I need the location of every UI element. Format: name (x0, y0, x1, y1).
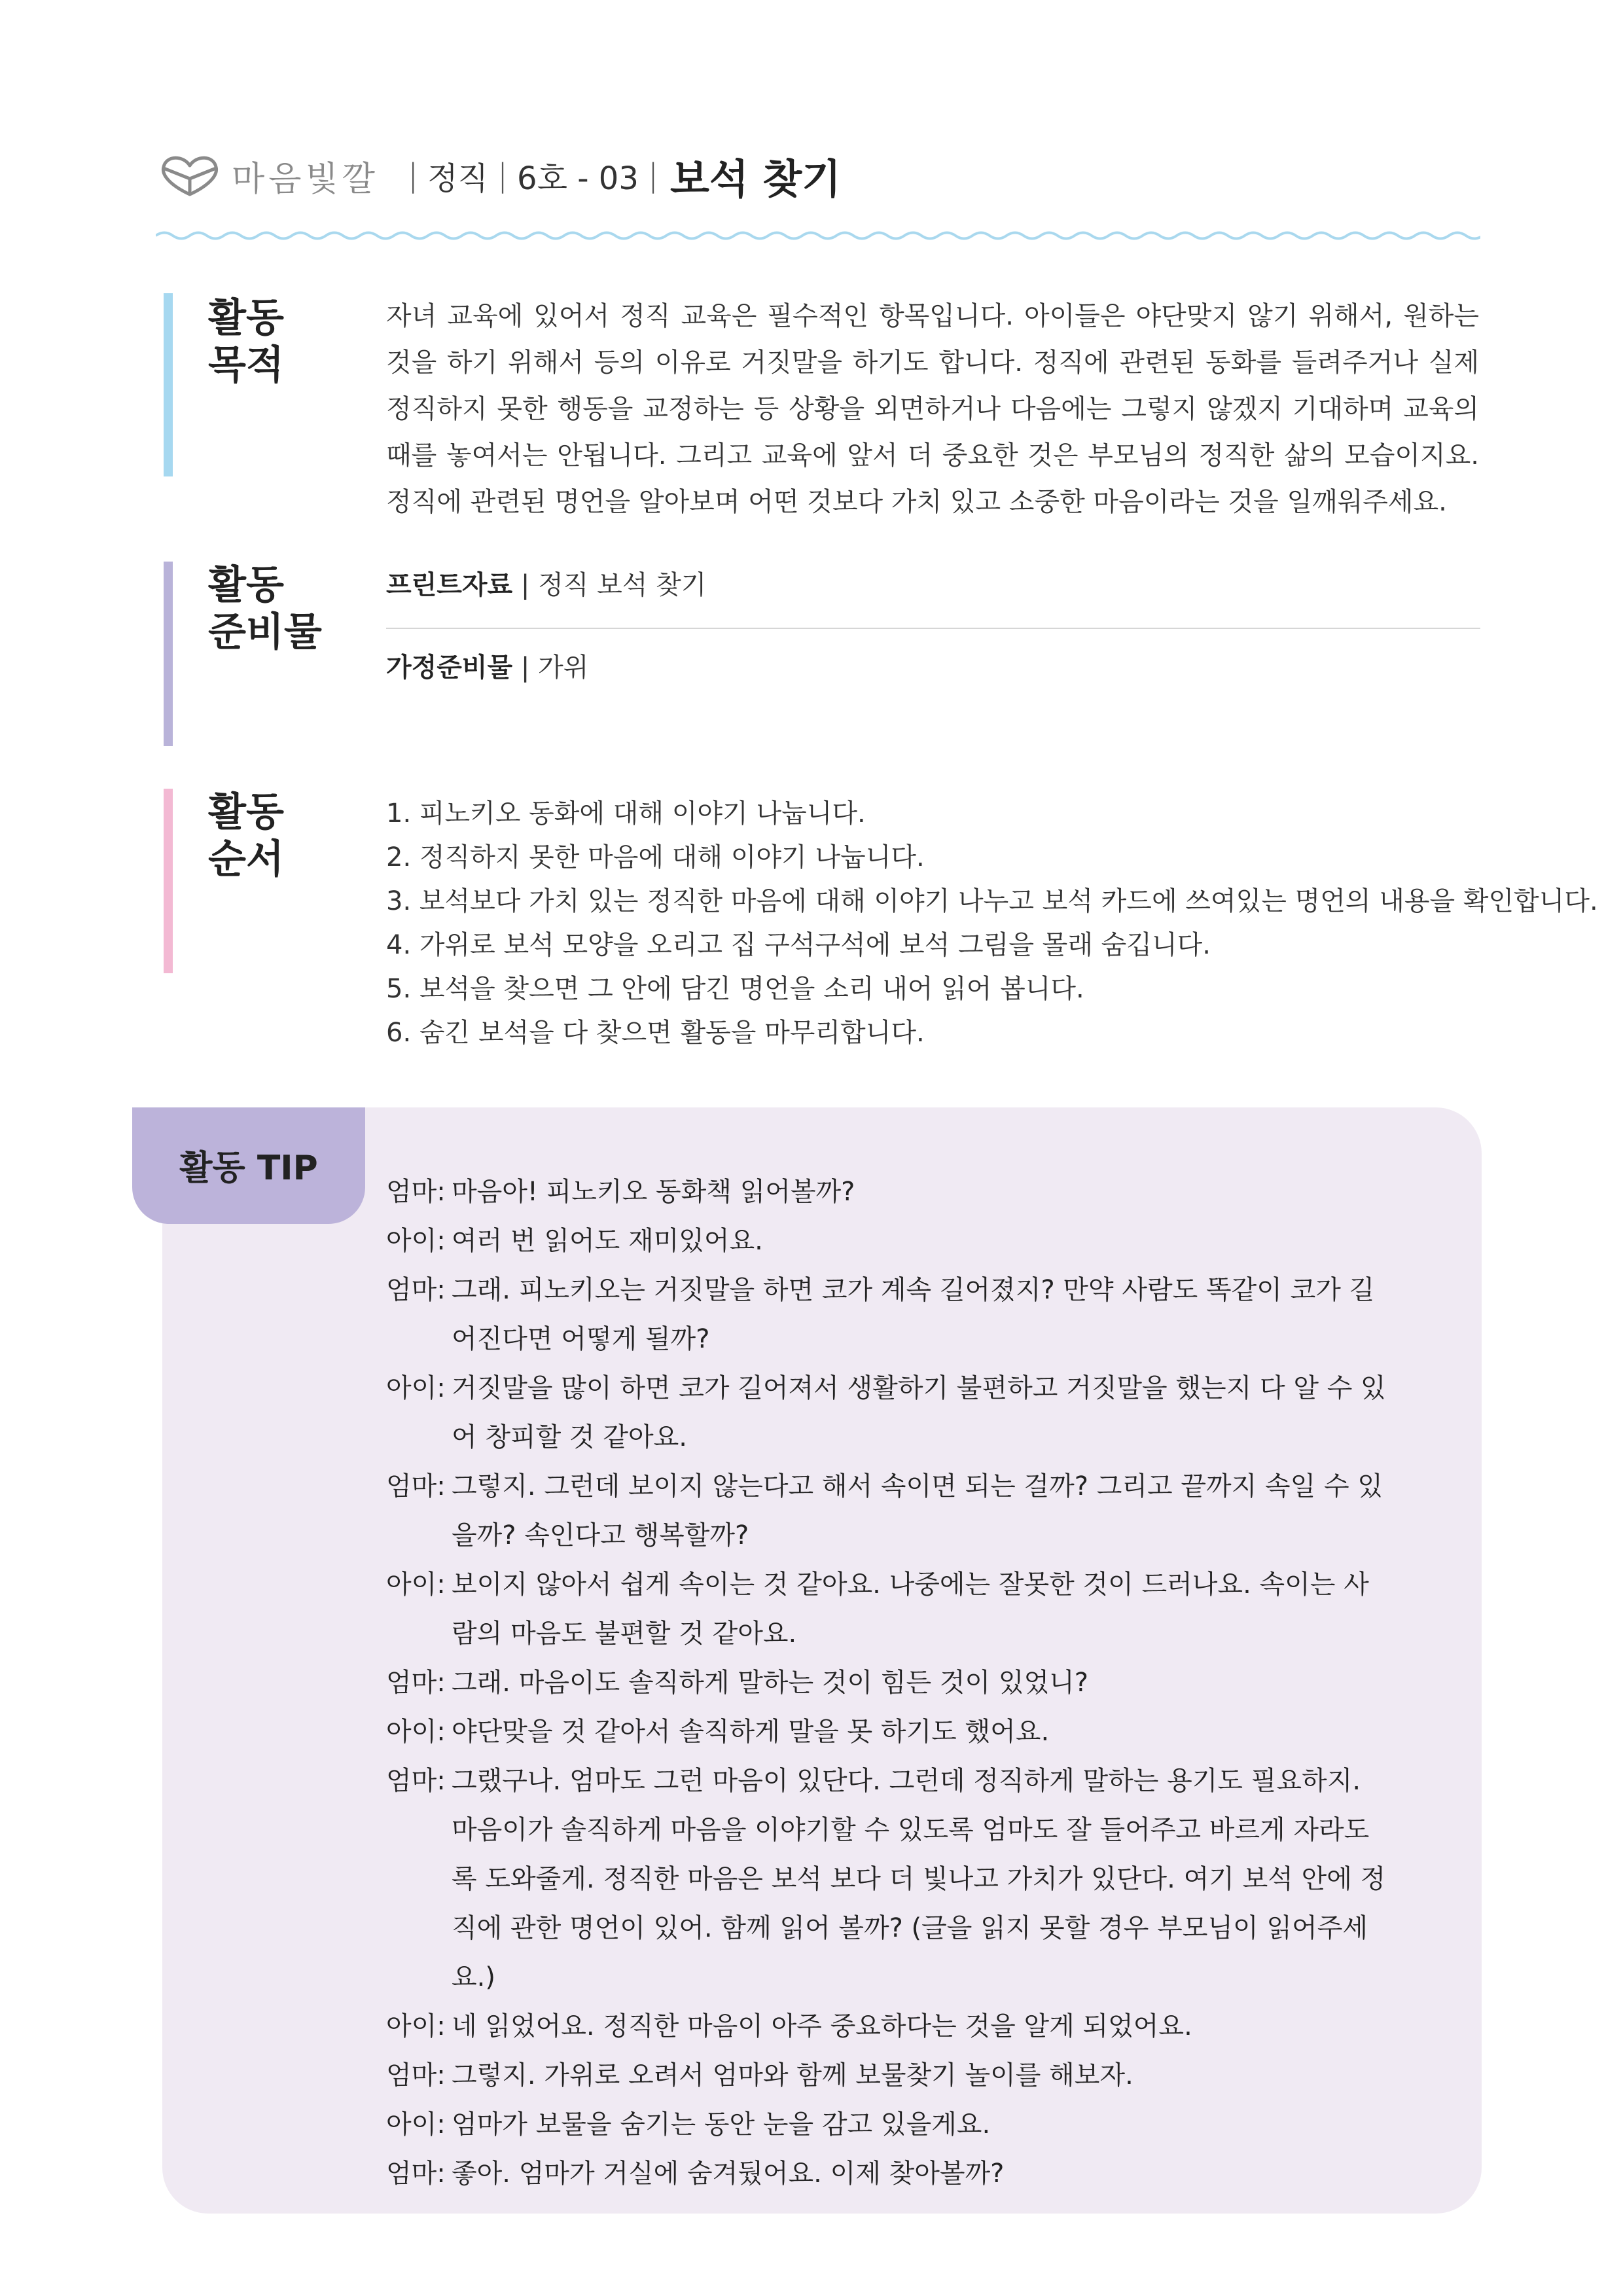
dialogue-line (386, 1217, 1394, 1266)
brand-name: 마음빛깔 (232, 159, 379, 199)
prep-heading (208, 562, 322, 656)
speaker-label: 아이: (386, 2011, 446, 2041)
utterance-text: 마음아! 피노키오 동화책 읽어볼까? (452, 1177, 855, 1207)
step-item: 3. 보석보다 가치 있는 정직한 마음에 대해 이야기 나누고 보석 카드에 쓰여있는 명언의 내용을 확인합니다. (386, 886, 1598, 916)
dialogue-line (386, 1560, 1394, 1659)
print-material-separator: | (520, 570, 530, 600)
speaker-label: 아이: (386, 2109, 446, 2140)
speaker-label: 엄마: (386, 1766, 446, 1796)
print-material-value: 정직 보석 찾기 (538, 570, 707, 600)
dialogue-line (386, 2100, 1394, 2149)
step-item: 2. 정직하지 못한 마음에 대해 이야기 나눕니다. (386, 842, 925, 872)
dialogue-line (386, 1757, 1394, 2002)
purpose-bar (164, 293, 173, 476)
utterance-text: 그랬구나. 엄마도 그런 마음이 있단다. 그런데 정직하게 말하는 용기도 필요하지. 마음이가 솔직하게 마음을 이야기할 수 있도록 엄마도 잘 들어주고 바르게 자라도록 도와줄게. 정직한 마음은 보석 보다 더 빛나고 가치가 있단다. 여기 보석 안에 정직에 관한 명언이 있어. 함께 읽어 볼까? (글을 읽지 못할 경우 부모님이 읽어주세요.) (452, 1766, 1386, 1992)
utterance-text: 여러 번 읽어도 재미있어요. (452, 1226, 763, 1256)
dialogue-line (386, 1364, 1394, 1462)
step-item: 6. 숨긴 보석을 다 찾으면 활동을 마무리합니다. (386, 1018, 925, 1048)
heart-box-logo-icon (157, 152, 223, 198)
category-label: 정직 (427, 160, 488, 197)
purpose-heading-line2: 목적 (208, 342, 284, 388)
dialogue-line (386, 1266, 1394, 1364)
dialogue-list (386, 1168, 1394, 2198)
order-heading-line2: 순서 (208, 836, 284, 882)
speaker-label: 엄마: (386, 1275, 446, 1305)
order-heading-line1: 활동 (208, 789, 284, 835)
step-item: 4. 가위로 보석 모양을 오리고 집 구석구석에 보석 그림을 몰래 숨깁니다. (386, 930, 1211, 960)
page-title: 보석 찾기 (670, 154, 842, 203)
utterance-text: 네 읽었어요. 정직한 마음이 아주 중요하다는 것을 알게 되었어요. (452, 2011, 1192, 2041)
dialogue-line (386, 1708, 1394, 1757)
utterance-text: 그렇지. 가위로 오려서 엄마와 함께 보물찾기 놀이를 해보자. (452, 2060, 1133, 2090)
prep-divider (386, 628, 1480, 629)
tip-heading: 활동 TIP (179, 1149, 318, 1188)
speaker-label: 아이: (386, 1226, 446, 1256)
speaker-label: 엄마: (386, 1668, 446, 1698)
order-heading (208, 789, 284, 883)
speaker-label: 엄마: (386, 2060, 446, 2090)
utterance-text: 좋아. 엄마가 거실에 숨겨뒀어요. 이제 찾아볼까? (452, 2159, 1005, 2189)
header-separator: | (647, 157, 659, 194)
utterance-text: 엄마가 보물을 숨기는 동안 눈을 감고 있을게요. (452, 2109, 991, 2140)
print-material-label: 프린트자료 (386, 570, 513, 600)
purpose-text: 자녀 교육에 있어서 정직 교육은 필수적인 항목입니다. 아이들은 야단맞지 않기 위해서, 원하는 것을 하기 위해서 등의 이유로 거짓말을 하기도 합니다. 정직에 관련된 동화를 들려주거나 실제 정직하지 못한 행동을 교정하는 등 상황을 외면하거나 다음에는 그렇지 않겠지 기대하며 교육의 때를 놓여서는 안됩니다. 그리고 교육에 앞서 더 중요한 것은 부모님의 정직한 삶의 모습이지요. 정직에 관련된 명언을 알아보며 어떤 것보다 가치 있고 소중한 마음이라는 것을 일깨워주세요. (386, 301, 1479, 517)
prep-heading-line1: 활동 (208, 562, 284, 608)
prep-bar (164, 562, 173, 746)
step-list (386, 792, 1598, 1055)
header-separator: | (407, 157, 419, 194)
utterance-text: 그래. 피노키오는 거짓말을 하면 코가 계속 길어졌지? 만약 사람도 똑같이 코가 길어진다면 어떻게 될까? (452, 1275, 1375, 1354)
page-header (157, 143, 841, 208)
speaker-label: 아이: (386, 1717, 446, 1747)
utterance-text: 거짓말을 많이 하면 코가 길어져서 생활하기 불편하고 거짓말을 했는지 다 알 수 있어 창피할 것 같아요. (452, 1373, 1386, 1452)
issue-number: 6호 - 03 (517, 160, 639, 197)
speaker-label: 엄마: (386, 2159, 446, 2189)
step-item: 5. 보석을 찾으면 그 안에 담긴 명언을 소리 내어 읽어 봅니다. (386, 974, 1084, 1004)
speaker-label: 아이: (386, 1373, 446, 1403)
utterance-text: 보이지 않아서 쉽게 속이는 것 같아요. 나중에는 잘못한 것이 드러나요. 속이는 사람의 마음도 불편할 것 같아요. (452, 1570, 1369, 1649)
purpose-heading (208, 295, 284, 389)
utterance-text: 그래. 마음이도 솔직하게 말하는 것이 힘든 것이 있었니? (452, 1668, 1089, 1698)
order-bar (164, 789, 173, 973)
dialogue-line (386, 1462, 1394, 1560)
print-material-row (386, 564, 706, 601)
dialogue-line (386, 1168, 1394, 1217)
header-separator: | (497, 157, 508, 194)
step-item: 1. 피노키오 동화에 대해 이야기 나눕니다. (386, 798, 866, 829)
wave-divider (156, 228, 1480, 243)
home-material-row (386, 647, 588, 684)
dialogue-line (386, 1659, 1394, 1708)
prep-heading-line2: 준비물 (208, 609, 322, 655)
speaker-label: 엄마: (386, 1471, 446, 1501)
utterance-text: 그렇지. 그런데 보이지 않는다고 해서 속이면 되는 걸까? 그리고 끝까지 속일 수 있을까? 속인다고 행복할까? (452, 1471, 1383, 1551)
home-material-value: 가위 (538, 653, 589, 683)
dialogue-line (386, 2002, 1394, 2051)
utterance-text: 야단맞을 것 같아서 솔직하게 말을 못 하기도 했어요. (452, 1717, 1050, 1747)
speaker-label: 엄마: (386, 1177, 446, 1207)
dialogue-line (386, 2149, 1394, 2198)
purpose-heading-line1: 활동 (208, 295, 284, 341)
home-material-separator: | (520, 653, 530, 683)
speaker-label: 아이: (386, 1570, 446, 1600)
home-material-label: 가정준비물 (386, 653, 513, 683)
dialogue-line (386, 2051, 1394, 2100)
